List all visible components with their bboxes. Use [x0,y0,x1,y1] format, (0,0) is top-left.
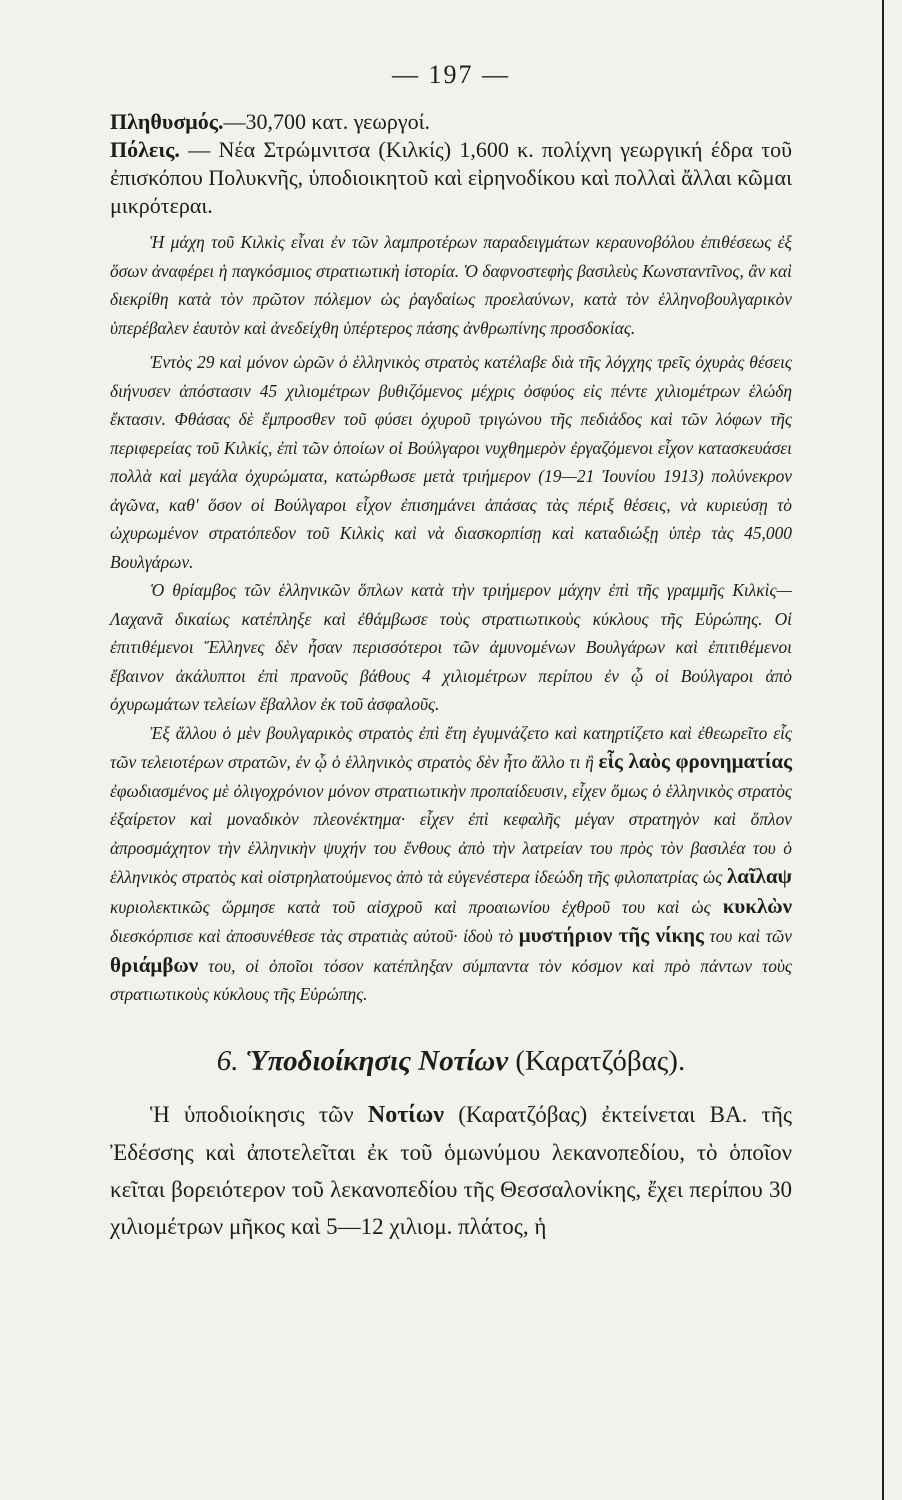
paragraph-bulgarian-army [110,719,792,1009]
population-text: —30,700 κατ. γεωργοί. [223,109,430,134]
final-text-2: (Καρατζόβας) ἐκτείνεται ΒΑ. τῆς Ἐδέσσης καὶ ἀποτελεῖται ἐκ τοῦ ὁμωνύμου λεκανοπεδίου, τὸ ὁποῖον κεῖται βορειότερον τοῦ λεκανοπεδίου τῆς Θεσσαλονίκης, ἔχει περίπου 30 χιλιομέτρων μῆκος καὶ 5—12 χιλιομ. πλάτος, ἡ [110,1101,792,1239]
para4-text-3: κυριολεκτικῶς ὥρμησε κατὰ τοῦ αἰσχροῦ καὶ προαιωνίου ἐχθροῦ του καὶ ὡς [110,896,723,917]
cities-text: — Νέα Στρώμνιτσα (Κιλκίς) 1,600 κ. πολίχνη γεωργική έδρα τοῦ ἐπισκόπου Πολυκνῆς, ὑποδιοικητοῦ καὶ εἰρηνοδίκου καὶ πολλαὶ ἄλλαι κῶμαι μικρότεραι. [110,137,793,218]
population-line [110,108,792,136]
para4-emphasis-mystery: μυστήριον τῆς νίκης [518,923,704,947]
section-title: Ὑποδιοίκησις Νοτίων [245,1044,509,1077]
final-text-1: Ἡ ὑποδιοίκησις τῶν [150,1101,368,1127]
cities-label: Πόλεις. [110,137,180,162]
cities-paragraph [110,136,792,220]
paragraph-notion-subprefecture [110,1096,792,1245]
para4-text-6: του, οἱ ὁποῖοι τόσον κατέπληξαν σύμπαντα τὸν κόσμον καὶ πρὸ πάντων τοὺς στρατιωτικοὺς κύκλους τῆς Εὐρώπης. [110,955,792,1004]
page-number: — 197 — [392,60,510,89]
section-number: 6. [216,1044,239,1077]
page-edge-line [882,0,884,1500]
para4-text-2: ἐφωδιασμένος μὲ ὀλιγοχρόνιον μόνον στρατιωτικὴν προπαίδευσιν, εἶχεν ὅμως ὁ ἑλληνικὸς στρατὸς ἐξαίρετον καὶ μοναδικὸν πλεονέκτημα· εἶχεν ἐπὶ κεφαλῆς μέγαν στρατηγὸν καὶ ὅπλον ἀπροσμάχητον τὴν ἑλληνικὴν ψυχήν του ἔνθους ἀπὸ τὴν λατρείαν του πρὸς τὸν βασιλέα του ὁ ἑλληνικὸς στρατὸς καὶ οἰστρηλατούμενος ἀπὸ τὰ εὐγενέστερα ἰδεώδη τῆς φιλοπατρίας ὡς [110,780,792,887]
para4-emphasis-people: εἷς λαὸς φρονηματίας [598,749,792,773]
para4-emphasis-triumphs: θριάμβων [110,952,199,977]
para4-text-5: του καὶ τῶν [703,926,793,946]
paragraph-29-hours: Ἐντὸς 29 καὶ μόνον ὡρῶν ὁ ἑλληνικὸς στρατὸς κατέλαβε διὰ τῆς λόγχης τρεῖς ὀχυρὰς θέσεις διήνυσεν ἀπόστασιν 45 χιλιομέτρων βυθιζόμενος μέχρις ὀσφύος εἰς πέντε χιλιομέτρων ἑλώδη ἔκτασιν. Φθάσας δὲ ἔμπροσθεν τοῦ φύσει ὀχυροῦ τριγώνου τῆς πεδιάδος καὶ τῶν λόφων τῆς περιφερείας τοῦ Κιλκίς, ἐπὶ τῶν ὁποίων οἱ Βούλγαροι νυχθημερὸν ἐργαζόμενοι εἶχον κατασκευάσει πολλὰ καὶ μεγάλα ὀχυρώματα, κατώρθωσε μετὰ τριήμερον (19—21 Ἰουνίου 1913) πολύνεκρον ἀγῶνα, καθ' ὅσον οἱ Βούλγαροι εἶχον ἐπισημάνει ἁπάσας τὰς πέριξ θέσεις, νὰ κυριεύσῃ τὸ ὠχυρωμένον στρατόπεδον τοῦ Κιλκὶς καὶ νὰ διασκορπίσῃ καὶ καταδιώξῃ ὑπὲρ τὰς 45,000 Βουλγάρων. [110,352,792,572]
para4-emphasis-cyclone: κυκλὼν [722,893,792,918]
section-paren: (Καρατζόβας). [515,1044,686,1077]
para4-text-1: Ἐξ ἄλλου ὁ μὲν βουλγαρικὸς στρατὸς ἐπὶ ἔτη ἐγυμνάζετο καὶ κατηρτίζετο καὶ ἐθεωρεῖτο εἷς τῶν τελειοτέρων στρατῶν, ἐν ᾧ ὁ ἑλληνικὸς στρατὸς δὲν ἦτο ἄλλο τι ἢ [110,722,792,772]
para4-emphasis-storm: λαῖλαψ [726,864,792,888]
paragraph-battle-kilkis: Ἡ μάχη τοῦ Κιλκὶς εἶναι ἐν τῶν λαμπροτέρων παραδειγμάτων κεραυνοβόλου ἐπιθέσεως ἐξ ὅσων ἀναφέρει ἡ παγκόσμιος στρατιωτικὴ ἱστορία. Ὁ δαφνοστεφὴς βασιλεὺς Κωνσταντῖνος, ἂν καὶ διεκρίθη κατὰ τὸν πρῶτον πόλεμον ὡς ῥαγδαίως προελαύνων, κατὰ τὸν ἑλληνοβουλγαρικὸν ὑπερέβαλεν ἑαυτὸν καὶ ἀνεδείχθη ὑπέρτερος πάσης ἀνθρωπίνης προσδοκίας. [110,232,792,338]
section-heading [110,1045,792,1078]
population-label: Πληθυσμός. [110,109,224,134]
paragraph-triumph: Ὁ θρίαμβος τῶν ἑλληνικῶν ὅπλων κατὰ τὴν τριήμερον μάχην ἐπὶ τῆς γραμμῆς Κιλκὶς—Λαχανᾶ δικαίως κατέπληξε καὶ ἐθάμβωσε τοὺς στρατιωτικοὺς κύκλους τῆς Εὐρώπης. Οἱ ἐπιτιθέμενοι Ἕλληνες δὲν ἦσαν περισσότεροι τῶν ἀμυνομένων Βουλγάρων καὶ ἐπιτιθέμενοι ἔβαινον ἀκάλυπτοι ἐπὶ πρανοῦς βάθους 4 χιλιομέτρων περίπου ἐν ᾧ οἱ Βούλγαροι ἀπὸ ὀχυρωμάτων τελείων ἔβαλλον ἐκ τοῦ ἀσφαλοῦς. [110,580,792,714]
para4-text-4: διεσκόρπισε καὶ ἀποσυνέθεσε τὰς στρατιὰς αὐτοῦ· ἰδοὺ τὸ [110,926,519,946]
final-bold-notion: Νοτίων [367,1101,444,1128]
